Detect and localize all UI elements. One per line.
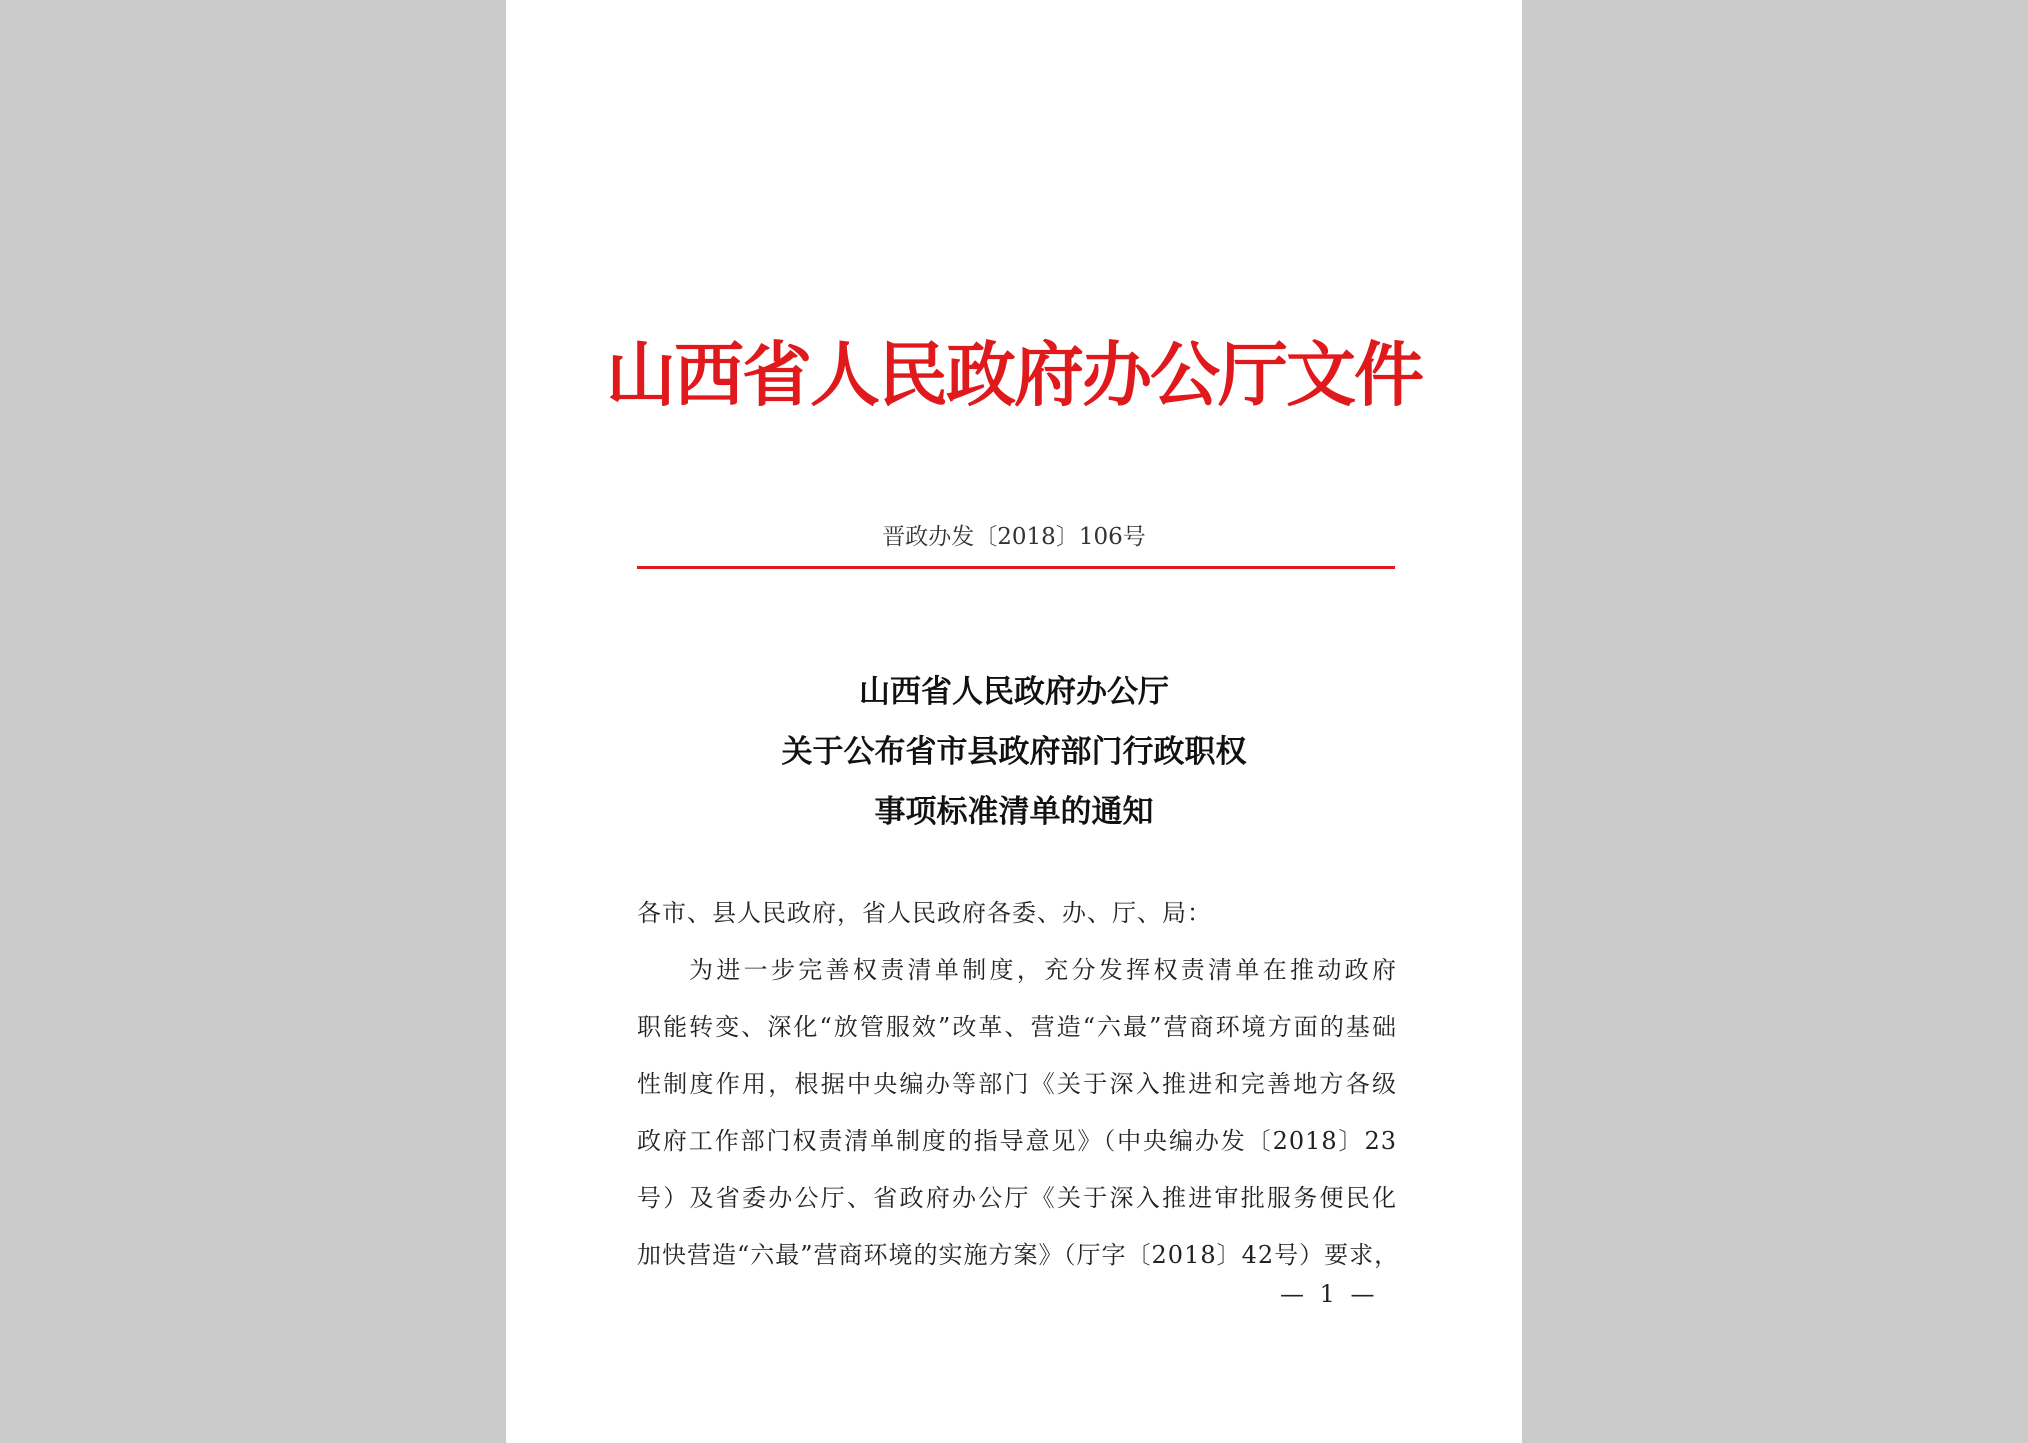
page-number: — 1 — xyxy=(1280,1280,1379,1308)
document-number: 晋政办发〔2018〕106号 xyxy=(882,524,1146,550)
notice-title-line-1: 山西省人民政府办公厅 xyxy=(859,674,1169,710)
body-line: 职能转变、深化“放管服效”改革、营造“六最”营商环境方面的基础 xyxy=(637,1013,1397,1041)
document-page xyxy=(506,0,1522,1443)
notice-title-line-3: 事项标准清单的通知 xyxy=(874,794,1154,830)
notice-title-line-2: 关于公布省市县政府部门行政职权 xyxy=(781,734,1247,770)
body-line: 号）及省委办公厅、省政府办公厅《关于深入推进审批服务便民化 xyxy=(637,1184,1397,1212)
notice-title xyxy=(506,662,1522,842)
body-line: 为进一步完善权责清单制度，充分发挥权责清单在推动政府 xyxy=(689,956,1397,984)
body-line: 政府工作部门权责清单制度的指导意见》（中央编办发〔2018〕23 xyxy=(637,1127,1397,1155)
body-line: 加快营造“六最”营商环境的实施方案》（厅字〔2018〕42号）要求， xyxy=(637,1241,1400,1269)
header-title: 山西省人民政府办公厅文件 xyxy=(606,333,1422,416)
body-line: 性制度作用，根据中央编办等部门《关于深入推进和完善地方各级 xyxy=(637,1070,1397,1098)
red-divider-line xyxy=(637,566,1395,569)
body-text xyxy=(637,885,1400,1284)
addressee: 各市、县人民政府，省人民政府各委、办、厅、局： xyxy=(637,899,1212,927)
